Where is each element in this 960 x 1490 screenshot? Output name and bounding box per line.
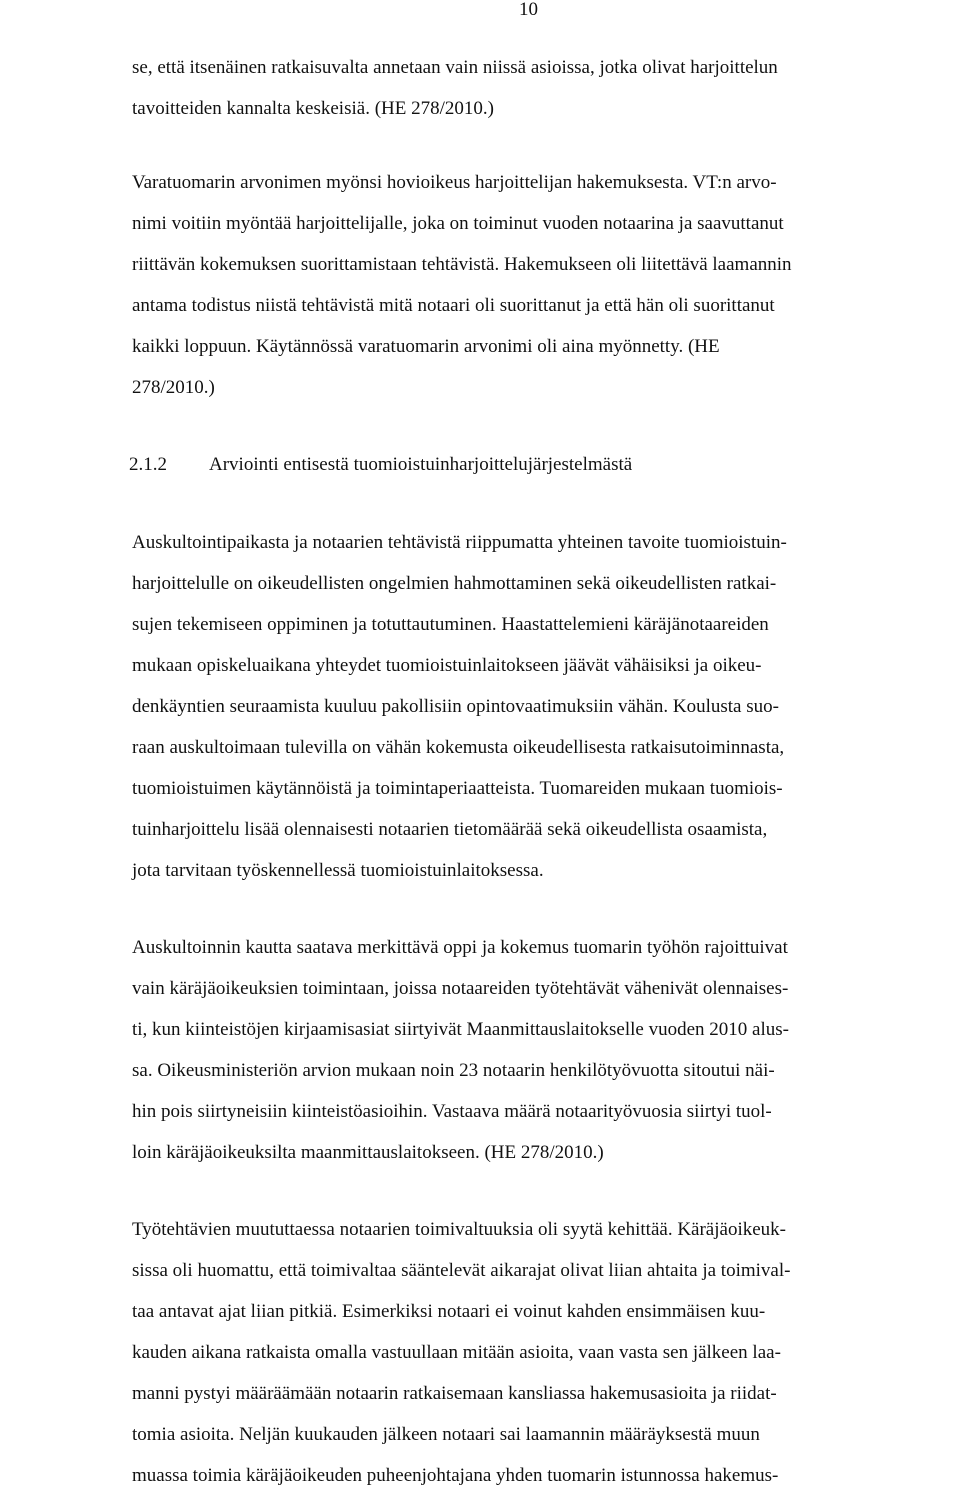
text-line: ti, kun kiinteistöjen kirjaamisasiat siirtyivät Maanmittauslaitokselle vuoden 2010 alus-	[132, 1019, 789, 1040]
text-line: jota tarvitaan työskennellessä tuomioistuinlaitoksessa.	[132, 860, 544, 881]
text-line: se, että itsenäinen ratkaisuvalta annetaan vain niissä asioissa, jotka olivat harjoittelun	[132, 57, 778, 78]
text-line: mukaan opiskeluaikana yhteydet tuomioistuinlaitokseen jäävät vähäisiksi ja oikeu-	[132, 655, 762, 676]
text-line: Työtehtävien muututtaessa notaarien toimivaltuuksia oli syytä kehittää. Käräjäoikeuk-	[132, 1219, 786, 1240]
text-line: 278/2010.)	[132, 377, 215, 398]
text-line: hin pois siirtyneisiin kiinteistöasioihin. Vastaava määrä notaarityövuosia siirtyi tuol-	[132, 1101, 772, 1122]
text-line: tuinharjoittelu lisää olennaisesti notaarien tietomäärää sekä oikeudellista osaamista,	[132, 819, 768, 840]
page-number: 10	[519, 0, 538, 20]
text-line: sa. Oikeusministeriön arvion mukaan noin 23 notaarin henkilötyövuotta sitoutui näi-	[132, 1060, 775, 1081]
section-number: 2.1.2	[129, 454, 167, 475]
text-line: nimi voitiin myöntää harjoittelijalle, joka on toiminut vuoden notaarina ja saavuttanut	[132, 213, 784, 234]
text-line: loin käräjäoikeuksilta maanmittauslaitokseen. (HE 278/2010.)	[132, 1142, 604, 1163]
text-line: kauden aikana ratkaista omalla vastuullaan mitään asioita, vaan vasta sen jälkeen laa-	[132, 1342, 781, 1363]
text-line: manni pystyi määräämään notaarin ratkaisemaan kansliassa hakemusasioita ja riidat-	[132, 1383, 777, 1404]
text-line: sujen tekemiseen oppiminen ja totuttautuminen. Haastattelemieni käräjänotaareiden	[132, 614, 769, 635]
text-line: denkäyntien seuraamista kuuluu pakollisiin opintovaatimuksiin vähän. Koulusta suo-	[132, 696, 779, 717]
text-line: Auskultoinnin kautta saatava merkittävä oppi ja kokemus tuomarin työhön rajoittuivat	[132, 937, 788, 958]
text-line: muassa toimia käräjäoikeuden puheenjohtajana yhden tuomarin istunnossa hakemus-	[132, 1465, 779, 1486]
text-line: vain käräjäoikeuksien toimintaan, joissa notaareiden työtehtävät vähenivät olennaises-	[132, 978, 789, 999]
text-line: tavoitteiden kannalta keskeisiä. (HE 278/2010.)	[132, 98, 494, 119]
text-line: sissa oli huomattu, että toimivaltaa sääntelevät aikarajat olivat liian ahtaita ja toimival-	[132, 1260, 791, 1281]
section-title: Arviointi entisestä tuomioistuinharjoittelujärjestelmästä	[209, 454, 633, 475]
text-line: riittävän kokemuksen suorittamistaan tehtävistä. Hakemukseen oli liitettävä laamannin	[132, 254, 792, 275]
text-line: Varatuomarin arvonimen myönsi hovioikeus harjoittelijan hakemuksesta. VT:n arvo-	[132, 172, 777, 193]
text-line: harjoittelulle on oikeudellisten ongelmien hahmottaminen sekä oikeudellisten ratkai-	[132, 573, 777, 594]
text-line: Auskultointipaikasta ja notaarien tehtävistä riippumatta yhteinen tavoite tuomioistuin-	[132, 532, 787, 553]
text-line: tuomioistuimen käytännöistä ja toimintaperiaatteista. Tuomareiden mukaan tuomiois-	[132, 778, 783, 799]
text-line: raan auskultoimaan tulevilla on vähän kokemusta oikeudellisesta ratkaisutoiminnasta,	[132, 737, 785, 758]
text-line: kaikki loppuun. Käytännössä varatuomarin arvonimi oli aina myönnetty. (HE	[132, 336, 720, 357]
text-line: antama todistus niistä tehtävistä mitä notaari oli suorittanut ja että hän oli suorittanut	[132, 295, 775, 316]
text-line: tomia asioita. Neljän kuukauden jälkeen notaari sai laamannin määräyksestä muun	[132, 1424, 760, 1445]
text-line: taa antavat ajat liian pitkiä. Esimerkiksi notaari ei voinut kahden ensimmäisen kuu-	[132, 1301, 766, 1322]
